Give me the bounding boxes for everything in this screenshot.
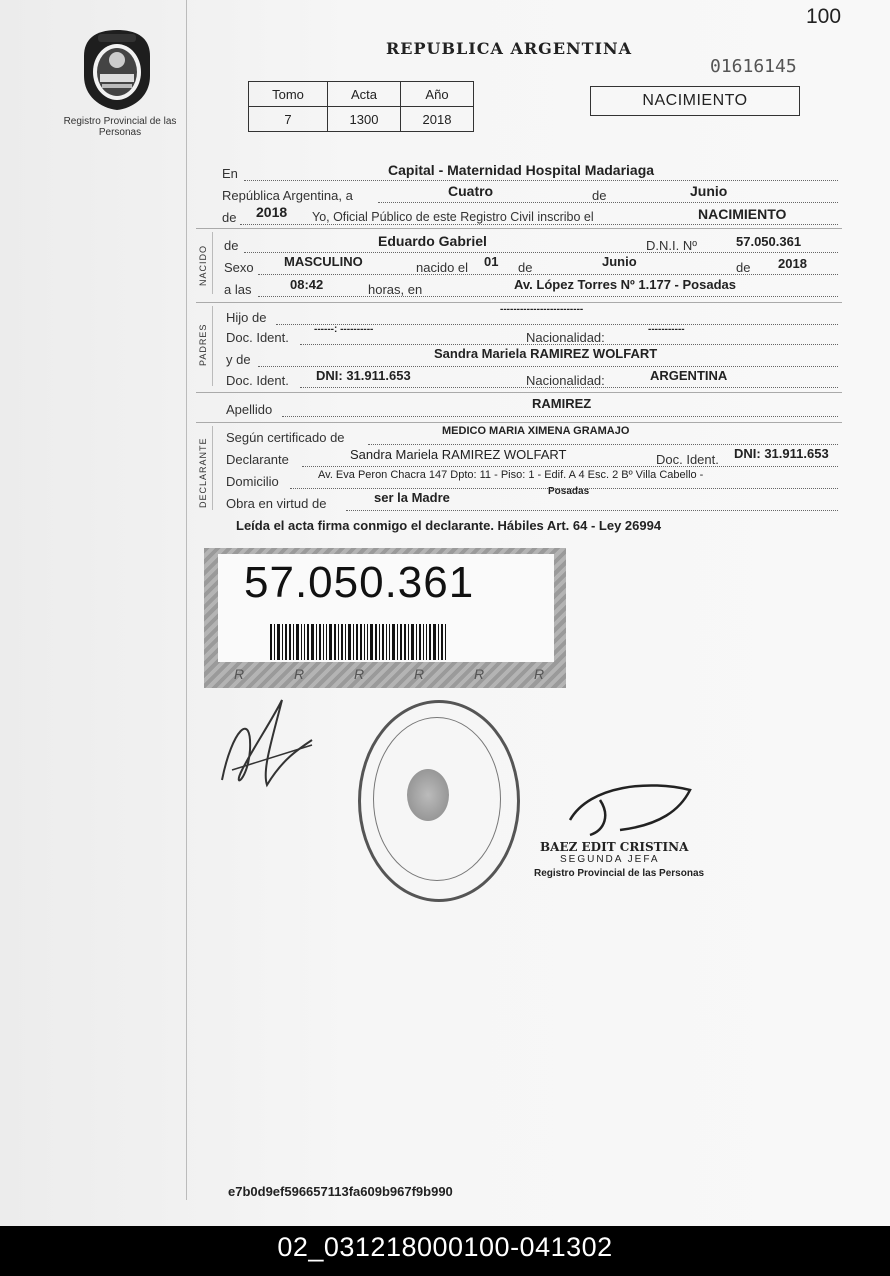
- barcode-bar: [356, 624, 358, 660]
- barcode-bar: [375, 624, 377, 660]
- declarante-doc: DNI: 31.911.653: [734, 446, 829, 461]
- barcode-bar: [400, 624, 402, 660]
- obra-label: Obra en virtud de: [226, 496, 327, 511]
- barcode-bar: [441, 624, 443, 660]
- event: NACIMIENTO: [698, 206, 787, 222]
- pattern-letter: R: [234, 666, 245, 682]
- barcode-bar: [389, 624, 390, 660]
- section-separator: [196, 422, 842, 423]
- barcode-bar: [338, 624, 339, 660]
- dotted-line: [368, 444, 838, 445]
- dotted-line: [302, 466, 838, 467]
- header-acta: Acta: [328, 82, 401, 107]
- document-hash: e7b0d9ef596657113fa609b967f9b990: [228, 1184, 453, 1199]
- de-label-2: de: [222, 210, 237, 225]
- pattern-letter: R: [354, 666, 365, 682]
- barcode-bar: [341, 624, 343, 660]
- barcode-bar: [326, 624, 327, 660]
- barcode-bar: [296, 624, 299, 660]
- section-vline: [212, 232, 213, 294]
- barcode-bar: [304, 624, 305, 660]
- de-label: de: [518, 260, 533, 275]
- barcode: [270, 624, 496, 660]
- margin-line: [186, 0, 187, 1200]
- declarante-section-label: DECLARANTE: [198, 437, 208, 508]
- dotted-line: [378, 202, 838, 203]
- birth-time: 08:42: [290, 277, 324, 292]
- child-sex: MASCULINO: [284, 254, 363, 269]
- province-seal-logo: [80, 26, 154, 112]
- domicilio-label: Domicilio: [226, 474, 279, 489]
- barcode-bar: [277, 624, 280, 660]
- year: 2018: [256, 204, 288, 220]
- official-org: Registro Provincial de las Personas: [534, 868, 705, 879]
- de-label-3: de: [736, 260, 751, 275]
- barcode-bar: [370, 624, 373, 660]
- barcode-bar: [426, 624, 427, 660]
- barcode-bar: [353, 624, 354, 660]
- barcode-bar: [285, 624, 287, 660]
- barcode-bar: [397, 624, 398, 660]
- dotted-line: [244, 252, 838, 253]
- official-name: BAEZ EDIT CRISTINA: [540, 840, 689, 854]
- barcode-bar: [319, 624, 321, 660]
- surname: RAMIREZ: [532, 396, 592, 411]
- birth-month: Junio: [602, 254, 637, 269]
- barcode-bar: [404, 624, 406, 660]
- barcode-bar: [445, 624, 446, 660]
- value-tomo: 7: [249, 107, 328, 132]
- declarant-signature: [212, 690, 322, 800]
- dni-sticker-inner: [218, 554, 554, 662]
- document-title: REPUBLICA ARGENTINA: [386, 39, 633, 58]
- barcode-bar: [270, 624, 272, 660]
- pattern-letter: R: [414, 666, 425, 682]
- apellido-label: Apellido: [226, 402, 273, 417]
- barcode-bar: [423, 624, 424, 660]
- father-nat-label: Nacionalidad:: [526, 330, 605, 345]
- value-acta: 1300: [328, 107, 401, 132]
- mother-nat-label: Nacionalidad:: [526, 373, 605, 388]
- barcode-bar: [348, 624, 351, 660]
- child-dni: 57.050.361: [736, 234, 802, 249]
- official-title: SEGUNDA JEFA: [560, 854, 660, 865]
- barcode-bar: [386, 624, 387, 660]
- barcode-bar: [360, 624, 362, 660]
- mother-name: Sandra Mariela RAMIREZ WOLFART: [434, 346, 658, 361]
- value-ano: 2018: [401, 107, 474, 132]
- section-separator: [196, 392, 842, 393]
- padres-section-label: PADRES: [198, 323, 208, 366]
- father-doc-label: Doc. Ident.: [226, 330, 289, 345]
- dni-label: D.N.I. Nº: [646, 238, 697, 253]
- dotted-line: [346, 510, 838, 511]
- mother-doc-label: Doc. Ident.: [226, 373, 289, 388]
- barcode-bar: [282, 624, 283, 660]
- de-label: de: [592, 188, 607, 203]
- day-word: Cuatro: [448, 183, 494, 199]
- domicilio: Av. Eva Peron Chacra 147 Dpto: 11 - Piso: 1 - Edif. A 4 Esc. 2 Bº Villa Cabello -: [318, 469, 704, 481]
- obra-reason: ser la Madre: [374, 490, 450, 505]
- barcode-bar: [392, 624, 395, 660]
- footer-code: 02_031218000100-041302: [0, 1226, 890, 1276]
- month: Junio: [690, 183, 728, 199]
- father-nationality: -----------: [648, 324, 685, 335]
- pattern-letter: R: [294, 666, 305, 682]
- father-name: -------------------------: [500, 304, 584, 315]
- dni-sticker: [204, 548, 566, 688]
- cert-label: Según certificado de: [226, 430, 345, 445]
- barcode-bar: [411, 624, 414, 660]
- section-separator: [196, 228, 842, 229]
- mother-nationality: ARGENTINA: [650, 368, 728, 383]
- barcode-bar: [367, 624, 368, 660]
- en-label: En: [222, 166, 238, 181]
- barcode-bar: [293, 624, 294, 660]
- header-tomo: Tomo: [249, 82, 328, 107]
- section-separator: [196, 302, 842, 303]
- nacido-label: nacido el: [416, 260, 469, 275]
- declarante-label: Declarante: [226, 452, 289, 467]
- certificate-by: MEDICO MARIA XIMENA GRAMAJO: [442, 425, 630, 437]
- barcode-bar: [438, 624, 439, 660]
- pattern-letter: R: [534, 666, 545, 682]
- barcode-bar: [379, 624, 380, 660]
- domicilio-city: Posadas: [548, 486, 590, 497]
- barcode-bar: [334, 624, 336, 660]
- section-vline: [212, 426, 213, 510]
- barcode-bar: [416, 624, 417, 660]
- father-doc: ------: ----------: [314, 324, 374, 335]
- declarante-doc-label: Doc. Ident.: [656, 452, 719, 467]
- barcode-bar: [433, 624, 436, 660]
- barcode-bar: [345, 624, 346, 660]
- birth-day: 01: [484, 254, 499, 269]
- header-ano: Año: [401, 82, 474, 107]
- sexo-label: Sexo: [224, 260, 254, 275]
- barcode-bar: [274, 624, 275, 660]
- barcode-bar: [382, 624, 384, 660]
- barcode-bar: [429, 624, 431, 660]
- pattern-letter: R: [474, 666, 485, 682]
- barcode-bar: [316, 624, 317, 660]
- declarante-name: Sandra Mariela RAMIREZ WOLFART: [350, 447, 567, 462]
- birth-place: Capital - Maternidad Hospital Madariaga: [388, 162, 655, 178]
- stamp-emblem: [407, 769, 449, 821]
- nacido-section-label: NACIDO: [198, 244, 208, 286]
- mother-doc: DNI: 31.911.653: [316, 368, 411, 383]
- de-label: de: [224, 238, 239, 253]
- dotted-line: [244, 180, 838, 181]
- barcode-bar: [323, 624, 324, 660]
- y-de-label: y de: [226, 352, 251, 367]
- barcode-bar: [364, 624, 365, 660]
- hijo-label: Hijo de: [226, 310, 267, 325]
- republica-label: República Argentina, a: [222, 188, 353, 203]
- barcode-bar: [307, 624, 309, 660]
- barcode-bar: [311, 624, 314, 660]
- official-stamp: [358, 700, 520, 902]
- horas-label: horas, en: [368, 282, 423, 297]
- page-number: 100: [806, 5, 842, 28]
- dotted-line: [258, 296, 838, 297]
- dotted-line: [258, 274, 838, 275]
- barcode-bar: [301, 624, 302, 660]
- barcode-bar: [419, 624, 421, 660]
- birth-year: 2018: [778, 256, 807, 271]
- birth-address: Av. López Torres Nº 1.177 - Posadas: [514, 277, 736, 292]
- dotted-line: [282, 416, 838, 417]
- inscribo-text: Yo, Oficial Público de este Registro Civil inscribo el: [312, 210, 594, 224]
- section-vline: [212, 306, 213, 386]
- dni-sticker-number: 57.050.361: [244, 558, 475, 607]
- serial-number: 01616145: [710, 56, 797, 77]
- record-table: [248, 81, 474, 132]
- child-name: Eduardo Gabriel: [378, 233, 487, 249]
- dotted-line: [258, 366, 838, 367]
- barcode-bar: [329, 624, 332, 660]
- dotted-line: [240, 224, 838, 225]
- a-las-label: a las: [224, 282, 252, 297]
- certificate-type-box: NACIMIENTO: [590, 86, 800, 116]
- official-signature: [560, 780, 700, 840]
- barcode-bar: [408, 624, 409, 660]
- closing-statement: Leída el acta firma conmigo el declarante. Hábiles Art. 64 - Ley 26994: [236, 518, 662, 533]
- logo-caption: Registro Provincial de las Personas: [63, 116, 177, 138]
- barcode-bar: [289, 624, 291, 660]
